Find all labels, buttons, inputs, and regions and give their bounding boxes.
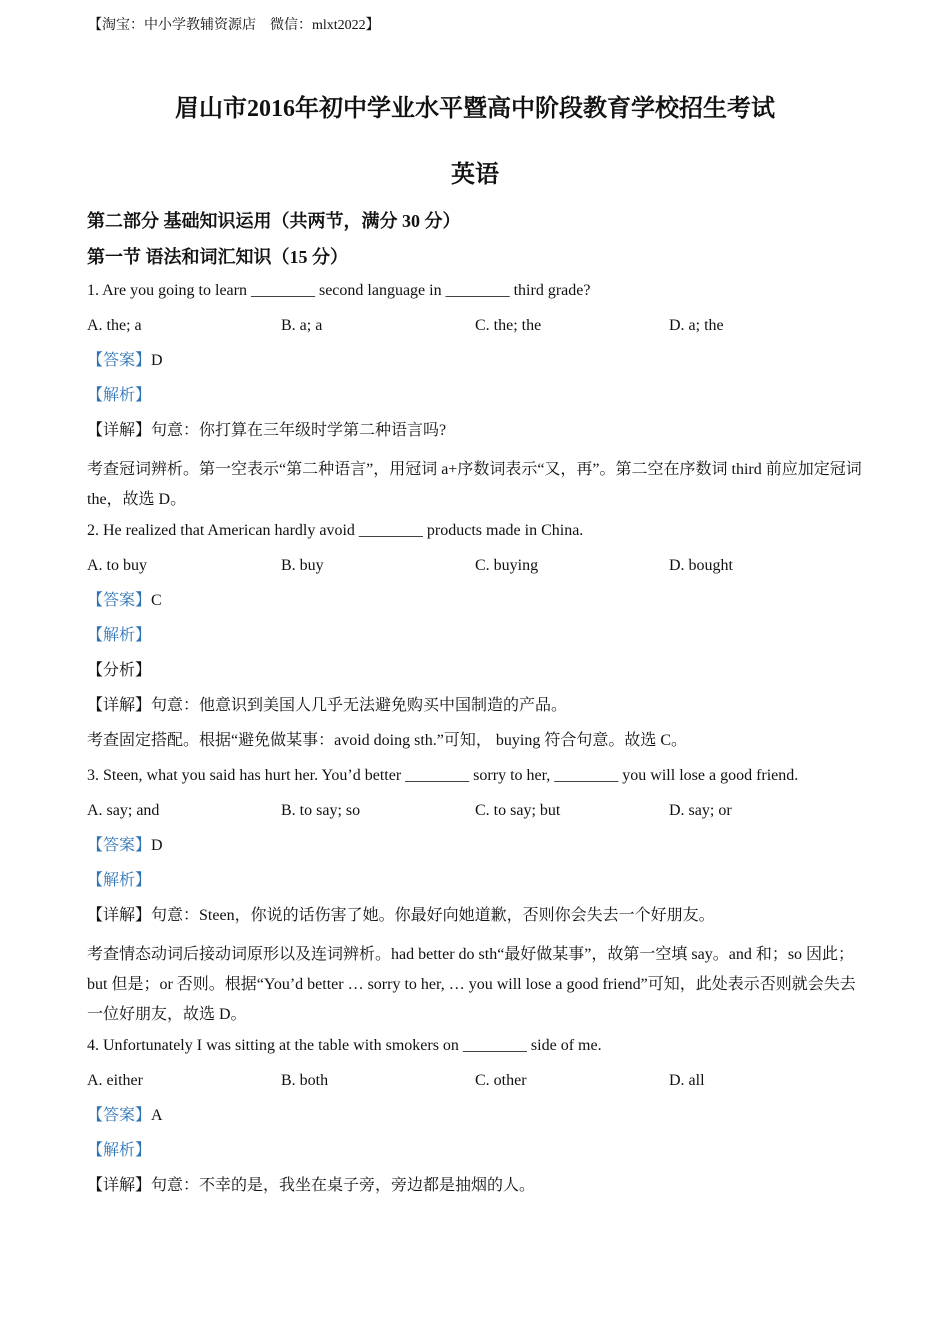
option-d: D. say; or [669,802,732,819]
exam-title: 眉山市2016年初中学业水平暨高中阶段教育学校招生考试 [175,96,775,122]
question-stem: 4. Unfortunately I was sitting at the table with smokers on ________ side of me. [87,1037,602,1054]
option-d: D. a; the [669,317,724,334]
detail-line [87,905,867,940]
answer-line [87,1105,867,1140]
option-b: B. to say; so [281,802,361,819]
part-heading: 第二部分 基础知识运用（共两节，满分 30 分） [87,211,461,231]
option-a: A. to buy [87,557,147,574]
explanation-text: 考查固定搭配。根据“避免做某事：avoid doing sth.”可知， buying 符合句意。故选 C。 [87,732,687,749]
detail-line [87,1175,867,1210]
option-d: D. all [669,1072,705,1089]
detail-text: 句意：Steen，你说的话伤害了她。你最好向她道歉，否则你会失去一个好朋友。 [151,907,715,924]
option-b: B. both [281,1072,329,1089]
question-4 [87,1035,867,1210]
answer-value: D [151,837,163,854]
answer-value: A [151,1107,163,1124]
detail-text: 句意：不幸的是，我坐在桌子旁，旁边都是抽烟的人。 [151,1177,536,1194]
section-heading: 第一节 语法和词汇知识（15 分） [87,247,348,267]
question-stem: 3. Steen, what you said has hurt her. You’d better ________ sorry to her, ________ you will lose a good friend. [87,767,799,784]
option-c: C. the; the [475,317,542,334]
question-3 [87,765,867,1030]
option-c: C. to say; but [475,802,561,819]
option-b: B. buy [281,557,324,574]
analysis-label: 【解析】 [87,872,152,889]
answer-line [87,590,867,625]
detail-line [87,695,867,730]
option-d: D. bought [669,557,733,574]
answer-label: 【答案】 [87,352,152,369]
question-2 [87,520,867,765]
analysis-label: 【解析】 [87,1142,152,1159]
subject-title: 英语 [451,162,499,188]
answer-label: 【答案】 [87,592,152,609]
question-stem: 2. He realized that American hardly avoid ________ products made in China. [87,522,584,539]
option-a: A. the; a [87,317,142,334]
detail-label: 【详解】 [87,422,152,439]
explanation-text: 考查冠词辨析。第一空表示“第二种语言”，用冠词 a+序数词表示“又，再”。第二空在序数词 third 前应加定冠词 the，故选 D。 [87,461,862,508]
detail-line [87,420,867,455]
detail-text: 句意：他意识到美国人几乎无法避免购买中国制造的产品。 [151,697,568,714]
analysis-label: 【解析】 [87,627,152,644]
answer-label: 【答案】 [87,837,152,854]
option-b: B. a; a [281,317,323,334]
header-note: 【淘宝：中小学教辅资源店 微信：mlxt2022】 [88,18,380,33]
fenxi-label: 【分析】 [87,662,152,679]
option-list [87,315,867,350]
answer-label: 【答案】 [87,1107,152,1124]
answer-line [87,350,867,385]
answer-line [87,835,867,870]
question-stem: 1. Are you going to learn ________ second language in ________ third grade? [87,282,591,299]
answer-value: D [151,352,163,369]
explanation-text: 考查情态动词后接动词原形以及连词辨析。had better do sth“最好做某事”，故第一空填 say。and 和；so 因此；but 但是；or 否则。根据“You’d better … sorry to her, … you will lose a good friend”可知，此处表示否则就会失去一位好朋友，故选 D。 [87,946,856,1023]
answer-value: C [151,592,162,609]
option-a: A. either [87,1072,143,1089]
option-c: C. buying [475,557,539,574]
analysis-label: 【解析】 [87,387,152,404]
detail-label: 【详解】 [87,697,152,714]
exam-content [87,208,867,1210]
option-c: C. other [475,1072,527,1089]
detail-label: 【详解】 [87,1177,152,1194]
detail-label: 【详解】 [87,907,152,924]
option-list [87,555,867,590]
option-list [87,1070,867,1105]
option-list [87,800,867,835]
question-1 [87,280,867,515]
option-a: A. say; and [87,802,160,819]
detail-text: 句意：你打算在三年级时学第二种语言吗? [151,422,447,439]
